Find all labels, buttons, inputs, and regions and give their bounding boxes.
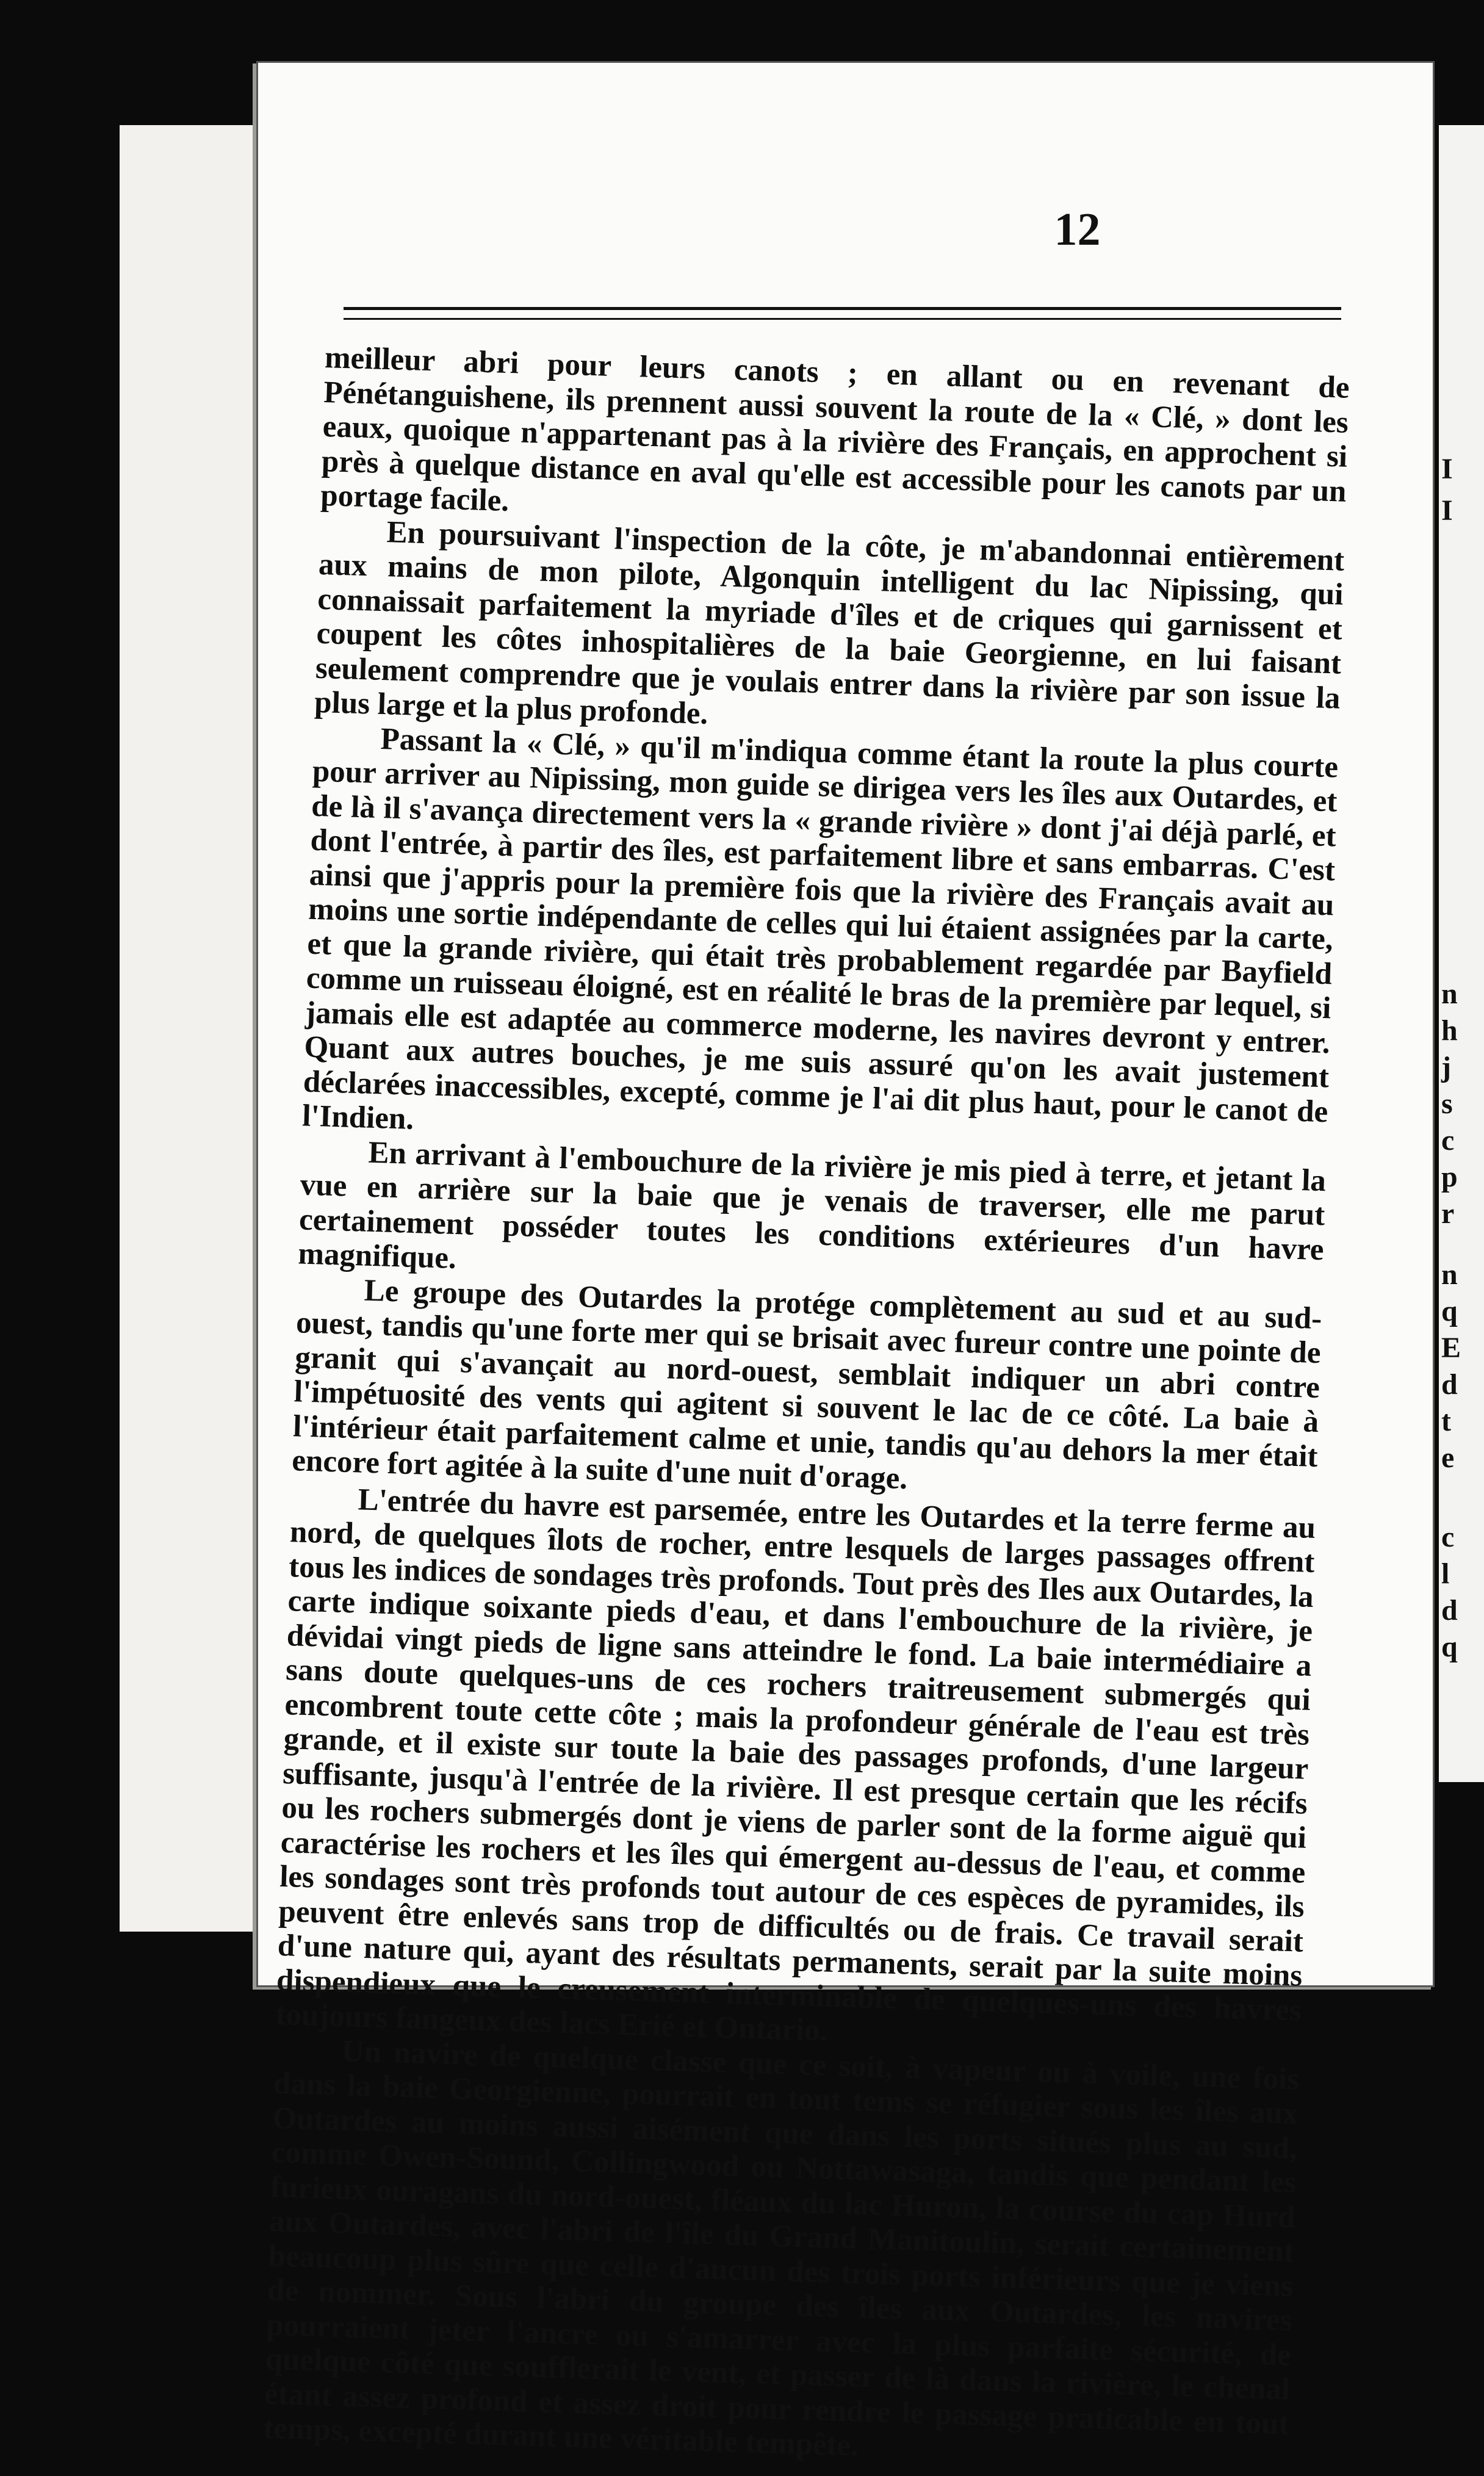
adjacent-letter: j (1441, 1051, 1451, 1083)
adjacent-letter: q (1441, 1295, 1458, 1327)
paragraph: L'entrée du havre est parsemée, entre les Outardes et la terre ferme au nord, de quelques îlots de rocher, entre lesquels de larges passages offrent tous les indices de sondages très profonds. Tout près des Iles aux Outardes, la carte indique soixante pieds d'eau, et dans l'embouchure de la rivière, je dévidai vingt pieds de ligne sans atteindre le fond. La baie intermédiaire a sans doute quelques-uns de ces rochers traitreusement submergés qui encombrent toute cette côte ; mais la profondeur générale de l'eau est très grande, et il existe sur toute la baie des passages profonds, d'une largeur suffisante, jusqu'à l'entrée de la rivière. Il est presque certain que les récifs ou les rochers submergés dont je viens de parler sont de la forme aiguë qui caractérise les rochers et les îles qui émergent au-dessus de l'eau, et comme les sondages sont très profonds tout autour de ces espèces de pyramides, ils peuvent être enlevés sans trop de difficultés ou de frais. Ce travail serait d'une nature qui, ayant des résultats permanents, serait par la suite moins dispendieux que le creusement interminable de quelques-uns des havres toujours fangeux des lacs Erié et Ontario. (275, 1482, 1316, 2048)
adjacent-letter: s (1441, 1088, 1453, 1120)
adjacent-letter: q (1441, 1631, 1458, 1663)
adjacent-letter: e (1441, 1442, 1455, 1474)
adjacent-letter: n (1441, 978, 1458, 1010)
adjacent-letter: I (1441, 494, 1453, 527)
paragraph: Un navire de quelque classe que ce soit, à vapeur ou à voile, une fois dans la baie Georgienne, pourrait en tout tems se réfugier sous les îles aux Outardes au moins aussi aisément que dans les ports situés plus au sud, comme Owen-Sound, Collingwood ou Nottawasaga, tandis que pendant les furieux ouragans du nord-ouest, fléaux du lac Huron, la course du cap Hurd aux Outardes, avec l'abri de l'île du Grand Manitoulin, serait certainement beaucoup plus sûre que celle d'aucun des trois ports inférieurs que je viens de nommer. Sous l'abri du groupe des îles aux Outardes, les navires pourraient jeter l'ancre ou s'amarrer avec la plus parfaite sécurité, de quelque côté que soufflerait le vent, et passer de là dans la rivière, le chenal étant assez profond et assez droit pour rendre le passage praticable en tout temps, excepté durant une véritable tempête. (262, 2034, 1300, 2463)
adjacent-letter: c (1441, 1124, 1455, 1157)
page-number: 12 (1054, 204, 1101, 255)
paragraph: En arrivant à l'embouchure de la rivière je mis pied à terre, et jetant la vue en arrière sur la baie que je venais de traverser, elle me parut certainement posséder toutes les conditions extérieures d'un havre magnifique. (297, 1135, 1327, 1276)
adjacent-letter: h (1441, 1014, 1458, 1047)
adjacent-page-fragment (1439, 125, 1484, 1782)
adjacent-letter: l (1441, 1557, 1450, 1590)
paragraph: Le groupe des Outardes la protége complètement au sud et au sud-ouest, tandis qu'une forte mer qui se brisait avec fureur contre une pointe de granit qui s'avançait au nord-ouest, semblait indiquer un abri contre l'impétuosité des vents qui agitent si souvent le lac de ce côté. La baie à l'intérieur était parfaitement calme et unie, tandis qu'au dehors la mer était encore fort agitée à la suite d'une nuit d'orage. (291, 1273, 1323, 1496)
paragraph: En poursuivant l'inspection de la côte, je m'abandonnai entièrement aux mains de mon pilote, Algonquin intelligent du lac Nipissing, qui connaissait parfaitement la myriade d'îles et de criques qui garnissent et coupent les côtes inhospitalières de la baie Georgienne, en lui faisant seulement comprendre que je voulais entrer dans la rivière par son issue la plus large et la plus profonde. (314, 514, 1345, 731)
book-page (256, 61, 1435, 2463)
adjacent-letter: I (1441, 453, 1453, 485)
adjacent-letter: c (1441, 1521, 1455, 1553)
adjacent-letter: t (1441, 1405, 1451, 1437)
adjacent-letter: d (1441, 1594, 1458, 1626)
adjacent-letter: n (1441, 1258, 1458, 1291)
body-text (263, 341, 1350, 2476)
header-rule-thin (344, 318, 1341, 320)
header-rule (344, 307, 1341, 310)
paragraph: meilleur abri pour leurs canots ; en allant ou en revenant de Pénétanguishene, ils prennent aussi souvent la route de la « Clé, » dont les eaux, quoique n'appartenant pas à la rivière des Français, en approchent si près à quelque distance en aval qu'elle est accessible pour les canots par un portage facile. (320, 341, 1350, 519)
adjacent-letter: E (1441, 1332, 1461, 1364)
adjacent-letter: p (1441, 1161, 1458, 1193)
previous-pages-edge (120, 125, 272, 1932)
paragraph: Passant la « Clé, » qu'il m'indiqua comme étant la route la plus courte pour arriver au Nipissing, mon guide se dirigea vers les îles aux Outardes, et de là il s'avança directement vers la « grande rivière » dont j'ai déjà parlé, et dont l'entrée, à partir des îles, est parfaitement libre et sans embarras. C'est ainsi que j'appris pour la première fois que la rivière des Français avait au moins une sortie indépendante de celles qui lui étaient assignées par la carte, et que la grande rivière, qui était très probablement regardée par Bayfield comme un ruisseau éloigné, est en réalité le bras de la première par lequel, si jamais elle est adaptée au commerce moderne, les navires devront y entrer. Quant aux autres bouches, je me suis assuré qu'on les avait justement déclarées inaccessibles, excepté, comme je l'ai dit plus haut, pour le canot de l'Indien. (301, 721, 1339, 1136)
adjacent-letter: r (1441, 1197, 1455, 1230)
adjacent-letter: d (1441, 1368, 1458, 1401)
